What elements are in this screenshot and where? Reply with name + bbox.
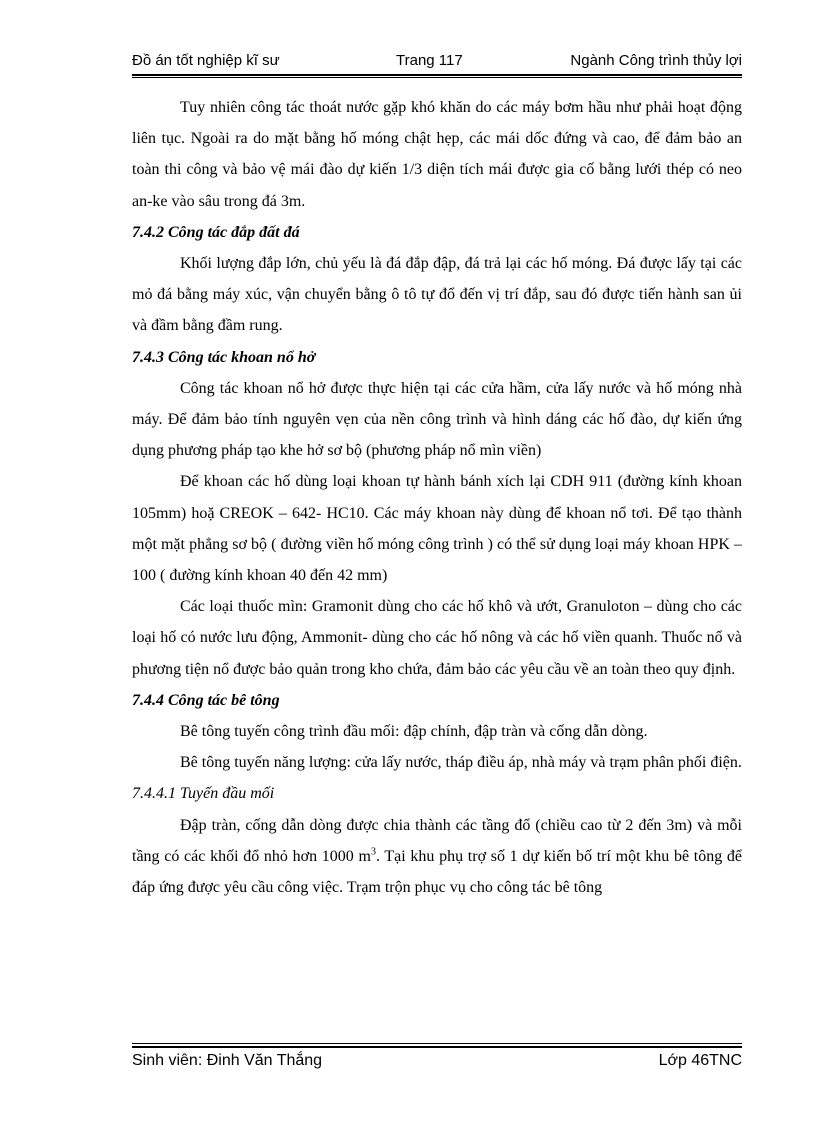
paragraph-drilling: Để khoan các hố dùng loại khoan tự hành bánh xích lại CDH 911 (đường kính khoan 105mm) hoặ CREOK – 642- HC10. Các máy khoan này dùng để khoan nổ tơi. Để tạo thành một mặt phẳng sơ bộ ( đường viền hố móng công trình ) có thể sử dụng loại máy khoan HPK – 100 ( đường kính khoan 40 đến 42 mm)	[132, 473, 742, 585]
paragraph-drainage: Tuy nhiên công tác thoát nước gặp khó khăn do các máy bơm hầu như phải hoạt động liên tục. Ngoài ra do mặt bằng hố móng chật hẹp, các mái dốc đứng và cao, để đảm bảo an toàn thi công và bảo vệ mái đào dự kiến 1/3 diện tích mái được gia cố bằng lưới thép có neo an-ke vào sâu trong đá 3m.	[132, 99, 742, 210]
header-department: Ngành Công trình thủy lợi	[570, 52, 742, 69]
page-body	[132, 92, 742, 903]
paragraph-concrete-headworks: Bê tông tuyến công trình đầu mối: đập chính, đập tràn và cống dẫn dòng.	[180, 723, 648, 741]
subsection-heading-7441: 7.4.4.1 Tuyến đầu mối	[132, 785, 275, 803]
header-thesis-label: Đồ án tốt nghiệp kĩ sư	[132, 52, 280, 69]
section-heading-743: 7.4.3 Công tác khoan nổ hở	[132, 348, 316, 366]
header-page-number: Trang 117	[396, 52, 463, 69]
footer-rule	[132, 1046, 742, 1048]
paragraph-spillway	[132, 810, 742, 904]
header-rule-thin	[132, 77, 742, 78]
paragraph-spillway-part1: Đập tràn, cống dẫn dòng được chia thành các tầng đổ (chiều cao từ 2 đến 3m) và mỗi tầng có các khối đổ nhỏ hơn 1000 m	[132, 816, 742, 865]
paragraph-explosives: Các loại thuốc mìn: Gramonit dùng cho các hố khô và ướt, Granuloton – dùng cho các loại hố có nước lưu động, Ammonit- dùng cho các hố nông và các hố viền quanh. Thuốc nổ và phương tiện nổ được bảo quản trong kho chứa, đảm bảo các yêu cầu về an toàn theo quy định.	[132, 598, 742, 678]
section-heading-744: 7.4.4 Công tác bê tông	[132, 691, 280, 709]
header-rule	[132, 74, 742, 76]
paragraph-spillway-part2: . Tại khu phụ trợ số 1 dự kiến bố trí một khu bê tông để đáp ứng được yêu cầu công việc. Trạm trộn phục vụ cho công tác bê tông	[132, 847, 742, 897]
paragraph-embankment: Khối lượng đắp lớn, chủ yếu là đá đắp đập, đá trả lại các hố móng. Đá được lấy tại các mỏ đá bằng máy xúc, vận chuyển bằng ô tô tự đổ đến vị trí đắp, sau đó được tiến hành san ủi và đầm bằng đầm rung.	[132, 255, 742, 335]
paragraph-open-blasting: Công tác khoan nổ hở được thực hiện tại các cửa hầm, cửa lấy nước và hố móng nhà máy. Để đảm bảo tính nguyên vẹn của nền công trình và hình dáng các hố đào, dự kiến ứng dụng phương pháp tạo khe hở sơ bộ (phương pháp nổ mìn viền)	[132, 379, 742, 460]
section-heading-742: 7.4.2 Công tác đắp đất đá	[132, 223, 300, 241]
paragraph-concrete-energy: Bê tông tuyến năng lượng: cửa lấy nước, tháp điều áp, nhà máy và trạm phân phối điện.	[180, 754, 742, 772]
footer-student-name: Sinh viên: Đinh Văn Thắng	[132, 1052, 323, 1069]
footer-rule-thin	[132, 1043, 742, 1044]
cubic-superscript: 3	[370, 846, 376, 858]
footer-class: Lớp 46TNC	[658, 1052, 742, 1069]
